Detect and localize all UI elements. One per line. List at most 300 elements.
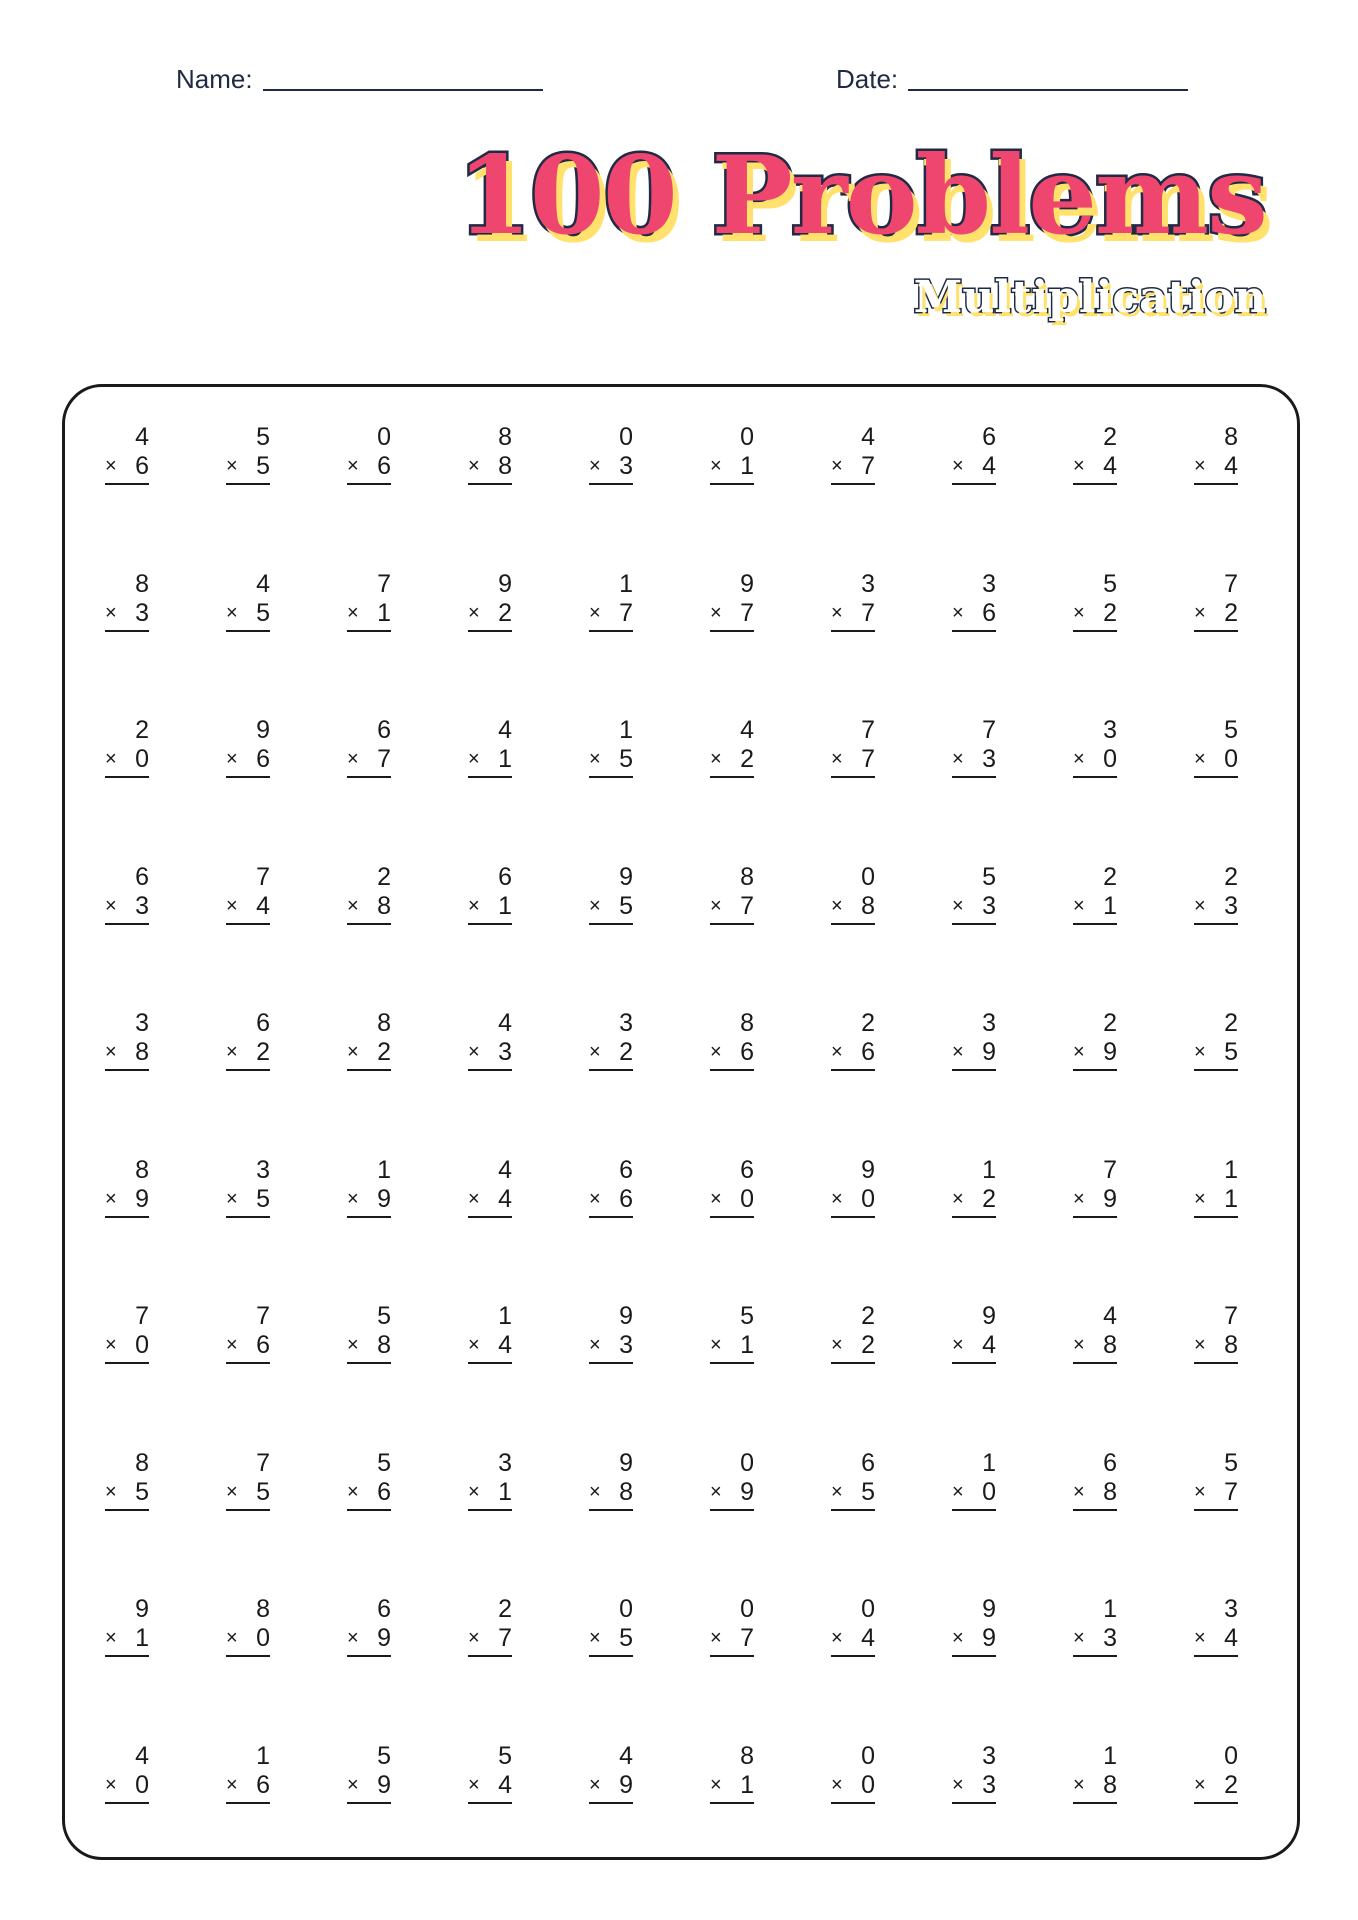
problem-stack [589,1009,633,1071]
multiplier: 2 [256,1038,270,1066]
multiplicand: 3 [982,1009,996,1037]
problem-stack [831,1302,875,1364]
multiplier: 0 [135,745,149,773]
problem [589,1449,710,1596]
problem [952,1009,1073,1156]
problem [589,1156,710,1303]
problem [952,1595,1073,1742]
problem-stack [1073,1156,1117,1218]
multiplier-line [710,599,754,632]
times-sign: × [1194,1627,1206,1649]
multiplicand: 1 [498,1302,512,1330]
times-sign: × [1073,455,1085,477]
multiplier: 3 [1224,891,1238,920]
multiplier-line [468,1038,512,1071]
times-sign: × [589,1334,601,1356]
problem-stack [952,1449,996,1511]
problem [105,570,226,717]
times-sign: × [468,1187,480,1210]
multiplicand: 5 [377,1741,391,1770]
problem [226,1156,347,1303]
problem-stack [1073,423,1117,485]
multiplicand: 1 [1103,1595,1117,1623]
problem [710,423,831,570]
times-sign: × [589,894,601,917]
multiplier-line [1073,1038,1117,1071]
times-sign: × [831,748,843,770]
problem-stack [952,1595,996,1657]
times-sign: × [226,455,238,477]
problem [710,570,831,717]
multiplicand: 9 [619,862,633,891]
times-sign: × [347,1334,359,1356]
multiplicand: 7 [861,716,875,744]
times-sign: × [105,1334,117,1356]
multiplier-line [347,892,391,925]
multiplicand: 6 [861,1448,875,1477]
multiplier-line [1073,892,1117,925]
times-sign: × [589,1627,601,1649]
multiplier-line [226,1478,270,1511]
problem [105,1449,226,1596]
multiplicand: 9 [982,1302,996,1330]
multiplier: 1 [498,745,512,773]
multiplier-line [347,599,391,632]
times-sign: × [710,1627,722,1649]
problem-stack [226,1156,270,1218]
multiplier-line [831,1185,875,1218]
problem-stack [105,423,149,485]
multiplier-line [952,599,996,632]
times-sign: × [468,455,480,477]
multiplier-line [952,1771,996,1804]
multiplier-line [226,1771,270,1804]
multiplier: 2 [1224,598,1238,627]
date-label: Date: [836,64,899,94]
problem-stack [589,1449,633,1511]
times-sign: × [589,1480,601,1503]
multiplier-line [1073,1185,1117,1218]
problem [468,423,589,570]
multiplier: 5 [1224,1038,1238,1066]
times-sign: × [226,1041,238,1063]
problem-stack [468,1449,512,1511]
problem-stack [1073,570,1117,632]
problem [1194,716,1315,863]
multiplier-line [831,1478,875,1511]
multiplicand: 5 [982,862,996,891]
multiplier: 7 [377,745,391,773]
problem [1073,716,1194,863]
multiplier-line [952,892,996,925]
problem-stack [952,863,996,925]
multiplier: 9 [377,1770,391,1799]
times-sign: × [831,1041,843,1063]
problem-stack [1073,1302,1117,1364]
problem-stack [952,1009,996,1071]
problem-stack [589,1302,633,1364]
multiplier: 7 [740,598,754,627]
name-label: Name: [176,64,253,94]
multiplier-line [710,452,754,485]
problem-stack [710,423,754,485]
multiplier-line [226,1331,270,1364]
problem [710,1302,831,1449]
multiplier: 3 [135,891,149,920]
times-sign: × [1194,1480,1206,1503]
name-blank-line[interactable] [263,89,543,91]
times-sign: × [1194,601,1206,624]
problem-stack [1073,1595,1117,1657]
problem [468,570,589,717]
multiplier: 2 [861,1331,875,1359]
times-sign: × [952,748,964,770]
problem [468,1009,589,1156]
title-block [456,133,1266,323]
times-sign: × [105,455,117,477]
multiplier: 9 [1103,1038,1117,1066]
problem-stack [468,863,512,925]
multiplicand: 3 [256,1155,270,1184]
multiplicand: 0 [861,1595,875,1623]
problem [710,1595,831,1742]
multiplicand: 1 [982,1448,996,1477]
multiplicand: 5 [1224,716,1238,744]
times-sign: × [468,1334,480,1356]
times-sign: × [1073,894,1085,917]
multiplier: 6 [256,1770,270,1799]
multiplier: 7 [740,1624,754,1652]
times-sign: × [347,1041,359,1063]
multiplier-line [226,892,270,925]
date-field[interactable] [836,64,1188,95]
problem [1194,1595,1315,1742]
multiplicand: 7 [1224,569,1238,598]
times-sign: × [952,601,964,624]
multiplier: 9 [982,1038,996,1066]
problem-stack [347,1302,391,1364]
problem-stack [226,863,270,925]
multiplier-line [226,452,270,485]
multiplier: 8 [498,452,512,480]
multiplicand: 4 [740,716,754,744]
multiplicand: 5 [740,1302,754,1330]
multiplicand: 4 [256,569,270,598]
multiplier-line [1194,1331,1238,1364]
problem-stack [468,1742,512,1804]
problem [831,863,952,1010]
multiplier-line [468,1331,512,1364]
multiplicand: 1 [256,1741,270,1770]
times-sign: × [226,1334,238,1356]
problem-stack [952,570,996,632]
multiplicand: 4 [1103,1302,1117,1330]
multiplier-line [1194,1038,1238,1071]
multiplier: 7 [619,598,633,627]
problem [710,863,831,1010]
problem [831,1156,952,1303]
multiplier: 4 [1224,1624,1238,1652]
multiplier: 1 [498,1477,512,1506]
name-field[interactable] [176,64,543,95]
times-sign: × [468,1627,480,1649]
multiplicand: 9 [740,569,754,598]
problem-stack [831,1595,875,1657]
problem [589,1595,710,1742]
problem [952,863,1073,1010]
problem-stack [589,1156,633,1218]
times-sign: × [105,1041,117,1063]
problem-stack [105,716,149,778]
problem-stack [1194,1009,1238,1071]
times-sign: × [589,1773,601,1796]
multiplicand: 9 [619,1448,633,1477]
multiplicand: 2 [135,716,149,744]
multiplicand: 3 [982,1741,996,1770]
problem-stack [710,1595,754,1657]
multiplicand: 9 [619,1302,633,1330]
multiplier: 7 [861,745,875,773]
multiplier: 4 [498,1184,512,1213]
multiplier-line [589,452,633,485]
worksheet-subtitle: Multiplication [913,272,1266,323]
problem-stack [347,1449,391,1511]
problem [105,1302,226,1449]
times-sign: × [1073,748,1085,770]
times-sign: × [952,894,964,917]
problem [347,1302,468,1449]
multiplier: 3 [135,598,149,627]
problem-stack [1073,1009,1117,1071]
multiplier: 2 [377,1038,391,1066]
multiplier: 6 [135,452,149,480]
problem [589,1302,710,1449]
problem-stack [710,570,754,632]
times-sign: × [1194,748,1206,770]
problem-stack [1194,570,1238,632]
multiplier-line [831,1038,875,1071]
multiplicand: 6 [982,423,996,451]
problem-stack [347,570,391,632]
multiplier: 2 [1103,598,1117,627]
problem [831,1302,952,1449]
times-sign: × [1194,894,1206,917]
times-sign: × [347,894,359,917]
problem-stack [952,1742,996,1804]
multiplicand: 2 [1103,423,1117,451]
multiplier: 8 [377,1331,391,1359]
multiplier-line [589,1038,633,1071]
times-sign: × [1073,1334,1085,1356]
multiplier: 6 [256,745,270,773]
multiplicand: 4 [135,423,149,451]
multiplier-line [1194,1478,1238,1511]
multiplier-line [105,1331,149,1364]
multiplier-line [105,452,149,485]
multiplier-line [226,1185,270,1218]
multiplier: 0 [861,1184,875,1213]
problem-stack [831,716,875,778]
times-sign: × [226,1773,238,1796]
multiplicand: 1 [619,569,633,598]
multiplier: 5 [256,598,270,627]
times-sign: × [831,455,843,477]
problem [1194,1156,1315,1303]
problem-stack [468,1009,512,1071]
multiplicand: 6 [1103,1448,1117,1477]
problem [226,716,347,863]
times-sign: × [710,1334,722,1356]
problem [831,716,952,863]
multiplicand: 8 [740,862,754,891]
multiplier: 9 [135,1184,149,1213]
multiplicand: 8 [135,1448,149,1477]
multiplier-line [105,1038,149,1071]
problem [347,1156,468,1303]
problem [710,1449,831,1596]
problem [710,1009,831,1156]
problem-stack [589,423,633,485]
problem-stack [1194,1449,1238,1511]
multiplier: 4 [861,1624,875,1652]
multiplier: 6 [861,1038,875,1066]
multiplicand: 3 [861,569,875,598]
problem-stack [226,1302,270,1364]
multiplier: 8 [1224,1331,1238,1359]
multiplier: 4 [256,891,270,920]
multiplier: 9 [1103,1184,1117,1213]
problem-stack [1194,1302,1238,1364]
problem [589,716,710,863]
times-sign: × [1073,1187,1085,1210]
problem-box [62,384,1300,1860]
problem-stack [105,1742,149,1804]
times-sign: × [1073,1773,1085,1796]
problem-stack [468,570,512,632]
problem-stack [226,1742,270,1804]
multiplier: 0 [135,1331,149,1359]
times-sign: × [952,1480,964,1503]
multiplier-line [1073,1478,1117,1511]
times-sign: × [589,1041,601,1063]
multiplier-line [1194,892,1238,925]
multiplier: 4 [982,1331,996,1359]
multiplier: 0 [740,1184,754,1213]
problem [468,1742,589,1889]
multiplicand: 9 [861,1155,875,1184]
multiplier-line [1073,745,1117,778]
multiplicand: 0 [619,1595,633,1623]
multiplier: 5 [135,1477,149,1506]
multiplicand: 9 [256,716,270,744]
problem-stack [831,423,875,485]
multiplier-line [347,1185,391,1218]
times-sign: × [468,894,480,917]
problem-stack [710,1449,754,1511]
problem [226,1595,347,1742]
times-sign: × [347,1187,359,1210]
multiplicand: 1 [982,1155,996,1184]
times-sign: × [952,1627,964,1649]
multiplier: 4 [498,1770,512,1799]
multiplier-line [226,1038,270,1071]
problem-stack [226,1449,270,1511]
multiplier: 1 [740,1331,754,1359]
multiplicand: 2 [498,1595,512,1623]
problem [226,423,347,570]
multiplicand: 7 [256,1448,270,1477]
multiplier-line [105,745,149,778]
multiplier-line [589,892,633,925]
multiplicand: 6 [740,1155,754,1184]
multiplicand: 1 [619,716,633,744]
times-sign: × [710,1041,722,1063]
multiplier-line [1073,1771,1117,1804]
problem-stack [831,1449,875,1511]
multiplier-line [831,1624,875,1657]
multiplier: 9 [982,1624,996,1652]
multiplier: 0 [982,1477,996,1506]
problem-stack [347,1595,391,1657]
multiplier: 1 [1224,1184,1238,1213]
multiplicand: 3 [1224,1595,1238,1623]
times-sign: × [589,1187,601,1210]
problem-stack [1194,716,1238,778]
problem-stack [226,423,270,485]
problem [1073,863,1194,1010]
multiplier-line [468,1624,512,1657]
multiplicand: 2 [377,862,391,891]
multiplier: 0 [256,1624,270,1652]
multiplier: 1 [740,1770,754,1799]
times-sign: × [952,455,964,477]
multiplier-line [952,452,996,485]
multiplier: 8 [1103,1770,1117,1799]
times-sign: × [831,1627,843,1649]
problem [1073,1449,1194,1596]
multiplier: 2 [982,1184,996,1213]
times-sign: × [105,1627,117,1649]
multiplicand: 1 [1224,1155,1238,1184]
times-sign: × [952,1187,964,1210]
problem-stack [105,863,149,925]
multiplicand: 6 [498,862,512,891]
multiplier: 1 [1103,891,1117,920]
multiplier: 1 [135,1624,149,1652]
multiplier: 4 [1103,452,1117,480]
times-sign: × [710,455,722,477]
times-sign: × [105,1773,117,1796]
multiplier-line [1194,745,1238,778]
problem [105,1009,226,1156]
problem [226,1742,347,1889]
multiplier-line [226,1624,270,1657]
multiplier: 7 [498,1624,512,1652]
multiplier: 9 [619,1770,633,1799]
times-sign: × [226,1480,238,1503]
multiplier: 4 [1224,452,1238,480]
times-sign: × [105,748,117,770]
multiplicand: 1 [1103,1741,1117,1770]
multiplier: 2 [1224,1770,1238,1799]
date-blank-line[interactable] [908,89,1188,91]
problem [1073,1302,1194,1449]
multiplicand: 6 [256,1009,270,1037]
problem [347,1449,468,1596]
problem [952,570,1073,717]
problem [1073,1009,1194,1156]
problem-stack [226,1009,270,1071]
